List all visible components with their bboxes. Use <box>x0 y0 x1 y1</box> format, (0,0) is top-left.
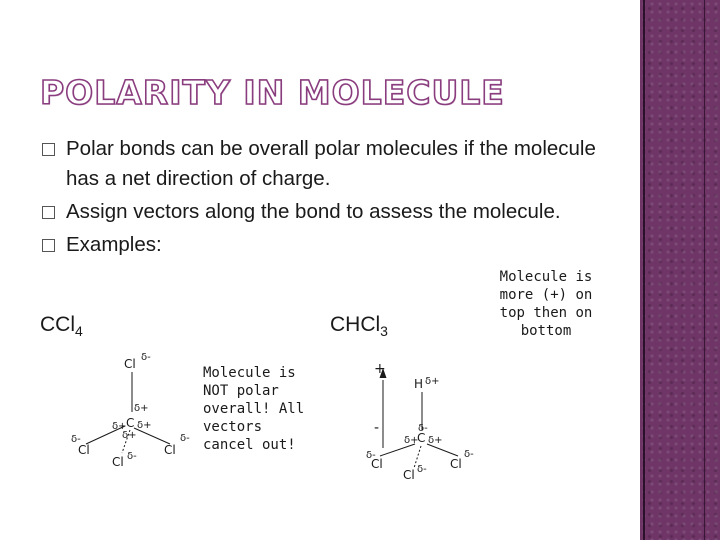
partial-charge-label: δ+ <box>122 430 137 441</box>
partial-charge-label: δ+ <box>137 420 152 431</box>
formula-subscript: 3 <box>380 323 388 339</box>
atom-label: Cl <box>371 457 383 471</box>
note-line: bottom <box>520 323 572 339</box>
chcl3-diagram <box>366 361 474 482</box>
note-line: top then on <box>499 305 593 321</box>
dipole-positive-label: + <box>374 361 386 377</box>
note-line: NOT polar <box>203 383 279 399</box>
formula-subscript: 4 <box>75 323 83 339</box>
partial-charge-label: δ- <box>366 450 376 461</box>
formula-base: CCl <box>40 313 75 336</box>
atom-label: C <box>417 431 426 445</box>
dipole-negative-label: - <box>374 420 380 436</box>
ccl4-diagram <box>71 352 190 469</box>
note-line: Molecule is <box>203 365 296 381</box>
partial-charge-label: δ- <box>180 433 190 444</box>
partial-charge-label: δ- <box>464 449 474 460</box>
note-line: cancel out! <box>203 437 296 453</box>
bullet-text: Polar bonds can be overall polar molecules if the molecule has a net direction of charge. <box>66 137 596 190</box>
bullet-text: Assign vectors along the bond to assess the molecule. <box>66 200 561 223</box>
note-line: vectors <box>203 419 263 435</box>
partial-charge-label: δ+ <box>428 435 443 446</box>
note-line: Molecule is <box>499 269 593 285</box>
partial-charge-label: δ- <box>418 423 428 434</box>
formula-base: CHCl <box>330 313 381 336</box>
partial-charge-label: δ- <box>127 451 137 462</box>
slide-title: POLARITY IN MOLECULE <box>40 73 505 112</box>
partial-charge-label: δ- <box>417 464 427 475</box>
atom-label: Cl <box>124 357 136 371</box>
atom-label: Cl <box>450 457 462 471</box>
atom-label: Cl <box>164 443 176 457</box>
atom-label: H <box>414 377 424 391</box>
atom-label: Cl <box>78 443 90 457</box>
partial-charge-label: δ+ <box>134 403 149 414</box>
atom-label: Cl <box>112 455 124 469</box>
partial-charge-label: δ- <box>141 352 151 363</box>
note-line: overall! All <box>203 401 305 417</box>
partial-charge-label: δ+ <box>112 421 127 432</box>
atom-label: Cl <box>403 468 415 482</box>
partial-charge-label: δ- <box>71 434 81 445</box>
partial-charge-label: δ+ <box>425 376 440 387</box>
note-line: more (+) on <box>499 287 593 303</box>
partial-charge-label: δ+ <box>404 435 419 446</box>
atom-label: C <box>126 416 135 430</box>
bullet-text: Examples: <box>66 233 162 256</box>
